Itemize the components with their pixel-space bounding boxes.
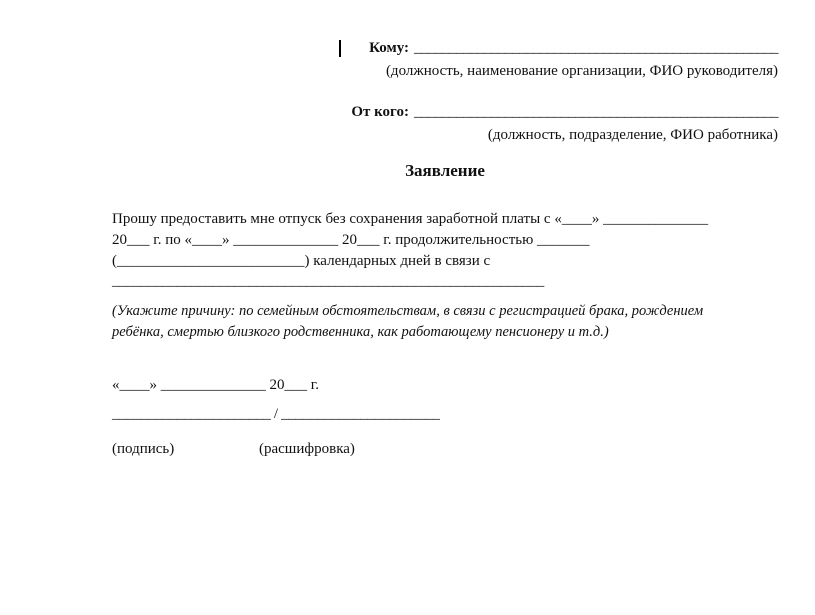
from-hint: (должность, подразделение, ФИО работника) — [487, 127, 778, 143]
date-line[interactable]: «____» ______________ 20___ г. — [112, 377, 319, 393]
reason-hint-line-1: (Укажите причину: по семейным обстоятельствам, в связи с регистрацией брака, рождением — [112, 303, 704, 319]
signature-label: (подпись) — [112, 441, 175, 457]
to-blank[interactable]: ____________________________________________________ — [414, 40, 778, 56]
body-line-4[interactable]: ____________________________________________________________ — [112, 273, 545, 289]
to-label: Кому: — [369, 40, 409, 56]
to-row — [369, 40, 778, 57]
body-line-1: Прошу предоставить мне отпуск без сохранения заработной платы с «____» ______________ — [112, 211, 709, 227]
from-row — [351, 104, 778, 121]
body-line-2: 20___ г. по «____» ______________ 20___ г. продолжительностью _______ — [112, 232, 590, 248]
signature-line[interactable]: ______________________ / ______________________ — [112, 406, 440, 422]
document-title: Заявление — [405, 161, 485, 180]
from-label: От кого: — [351, 104, 409, 120]
decoding-label: (расшифровка) — [259, 441, 355, 457]
reason-hint-line-2: ребёнка, смертью близкого родственника, как работающему пенсионеру и т.д.) — [112, 324, 609, 340]
body-line-3: (_________________________) календарных дней в связи с — [112, 253, 491, 269]
to-hint: (должность, наименование организации, ФИО руководителя) — [385, 63, 778, 79]
from-blank[interactable]: ____________________________________________________ — [414, 104, 778, 120]
text-cursor — [339, 40, 341, 57]
